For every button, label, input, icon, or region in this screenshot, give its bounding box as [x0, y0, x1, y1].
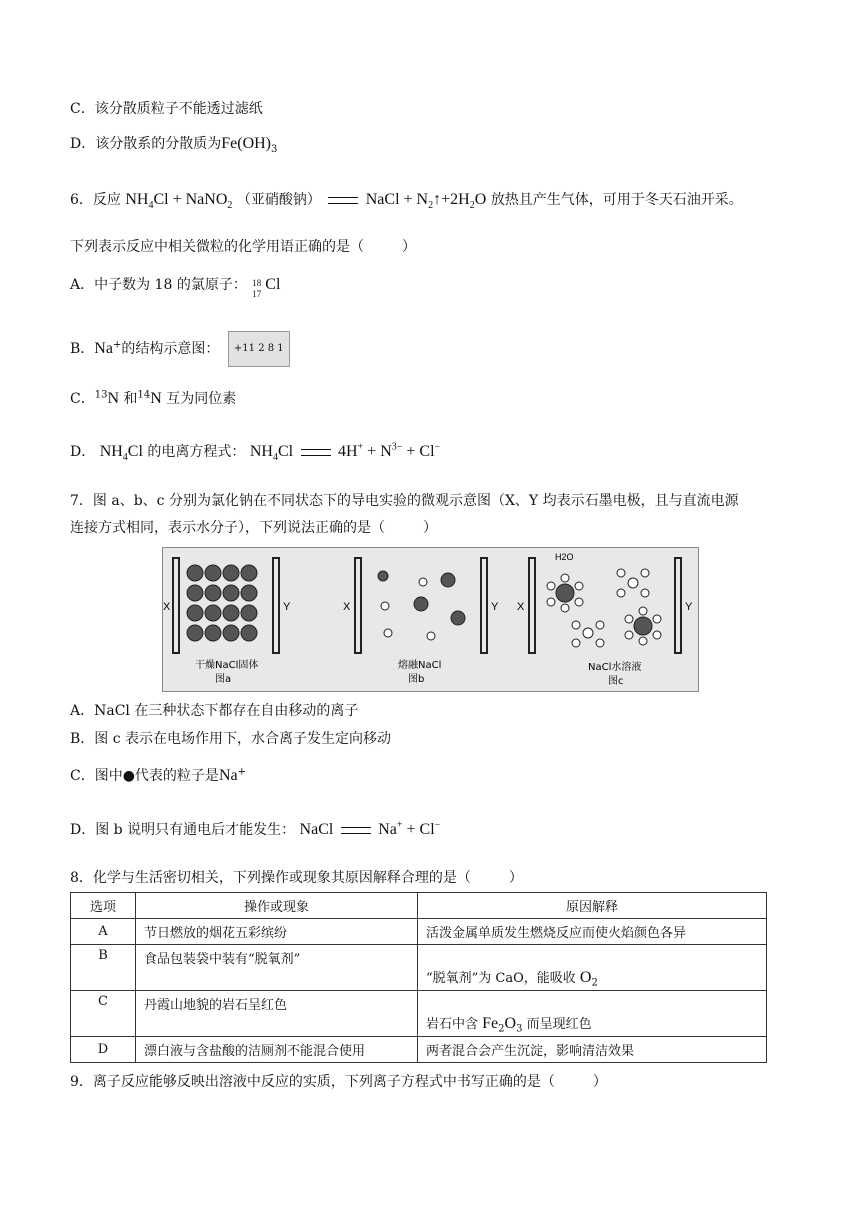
tag-c: 图c — [608, 676, 624, 687]
electrode-y-c — [675, 558, 681, 653]
q5-option-d: D．该分散系的分散质为$Fe(OH)_3$ — [70, 135, 278, 155]
cell-option: B — [71, 945, 136, 991]
nacl-conduction-figure — [162, 547, 699, 692]
cell-option: C — [71, 991, 136, 1037]
label-h2o: H2O — [555, 552, 574, 562]
cell-operation: 节日燃放的烟花五彩缤纷 — [136, 919, 418, 945]
cell-option: D — [71, 1037, 136, 1063]
label-y-b: Y — [491, 601, 499, 613]
q7-option-a: A．NaCl 在三种状态下都存在自由移动的离子 — [70, 703, 359, 719]
atomic-structure-diagram: +11 2 8 1 — [228, 331, 290, 367]
cell-operation: 食品包装袋中装有“脱氧剂” — [136, 945, 418, 991]
q6-option-d: D． $NH_4Cl$ 的电离方程式： $NH_4Cl$ $4H^+ + N^{3-} + Cl^-$ — [70, 441, 441, 464]
cell-reason: 两者混合会产生沉淀，影响清洁效果 — [418, 1037, 767, 1063]
q6-option-c: C．$^{13}$N 和$^{14}$N 互为同位素 — [70, 389, 237, 407]
caption-b: 熔融NaCl — [398, 660, 442, 671]
q8-table — [70, 892, 767, 1063]
q6-option-a: A．中子数为 18 的氯原子： 18 17 Cl — [70, 276, 281, 299]
cell-operation: 漂白液与含盐酸的洁厕剂不能混合使用 — [136, 1037, 418, 1063]
cell-reason: 岩石中含 $Fe_2O_3$ 而呈现红色 — [418, 991, 767, 1037]
caption-c: NaCl水溶液 — [588, 662, 642, 673]
electrode-x-b — [355, 558, 361, 653]
table-row — [71, 991, 767, 1037]
nacl-figure-svg — [163, 548, 698, 691]
equals-sign — [301, 449, 331, 456]
q7-option-b: B．图 c 表示在电场作用下，水合离子发生定向移动 — [70, 731, 392, 747]
cell-reason: “脱氧剂”为 CaO，能吸收 $O_2$ — [418, 945, 767, 991]
tag-b: 图b — [408, 674, 425, 685]
label-y-a: Y — [283, 601, 291, 613]
cell-reason: 活泼金属单质发生燃烧反应而使火焰颜色各异 — [418, 919, 767, 945]
q7-stem-line1: 7．图 a、b、c 分别为氯化钠在不同状态下的导电实验的微观示意图（X、Y 均表示石墨电极，且与直流电源 — [70, 493, 739, 509]
q8-stem: 8．化学与生活密切相关，下列操作或现象其原因解释合理的是（ ） — [70, 870, 523, 886]
q6-stem-line2: 下列表示反应中相关微粒的化学用语正确的是（ ） — [70, 239, 416, 255]
hydrated-ions — [547, 569, 661, 647]
header-operation: 操作或现象 — [136, 893, 418, 919]
header-option: 选项 — [71, 893, 136, 919]
electrode-y-b — [481, 558, 487, 653]
table-row — [71, 1037, 767, 1063]
nacl-lattice — [187, 565, 257, 641]
label-x-a: X — [163, 601, 171, 613]
electrode-x-a — [173, 558, 179, 653]
table-row — [71, 945, 767, 991]
equals-sign — [341, 827, 371, 834]
q7-option-d: D．图 b 说明只有通电后才能发生： NaCl Na+ + Cl− — [70, 819, 441, 838]
caption-a: 干燥NaCl固体 — [195, 660, 259, 671]
electrode-y-a — [273, 558, 279, 653]
table-row — [71, 919, 767, 945]
q7-option-c: C．图中●代表的粒子是Na+ — [70, 766, 246, 784]
q9-stem: 9．离子反应能够反映出溶液中反应的实质，下列离子方程式中书写正确的是（ ） — [70, 1074, 607, 1090]
q6-option-b: B．Na+的结构示意图： +11 2 8 1 — [70, 331, 290, 367]
molten-ions — [378, 571, 465, 640]
cell-operation: 丹霞山地貌的岩石呈红色 — [136, 991, 418, 1037]
tag-a: 图a — [215, 674, 232, 685]
label-y-c: Y — [685, 601, 693, 613]
table-header-row — [71, 893, 767, 919]
electrode-x-c — [529, 558, 535, 653]
equals-sign — [328, 197, 358, 204]
q7-stem-line2: 连接方式相同，表示水分子），下列说法正确的是（ ） — [70, 520, 437, 536]
q5-option-c: C．该分散质粒子不能透过滤纸 — [70, 101, 263, 117]
header-reason: 原因解释 — [418, 893, 767, 919]
label-x-b: X — [343, 601, 351, 613]
label-x-c: X — [517, 601, 525, 613]
q6-stem: 6．反应 $NH_4Cl$ + NaNO$_2$ （亚硝酸钠） NaCl + $N_2↑+2H_2O$ 放热且产生气体，可用于冬天石油开采。 — [70, 191, 743, 212]
cell-option: A — [71, 919, 136, 945]
